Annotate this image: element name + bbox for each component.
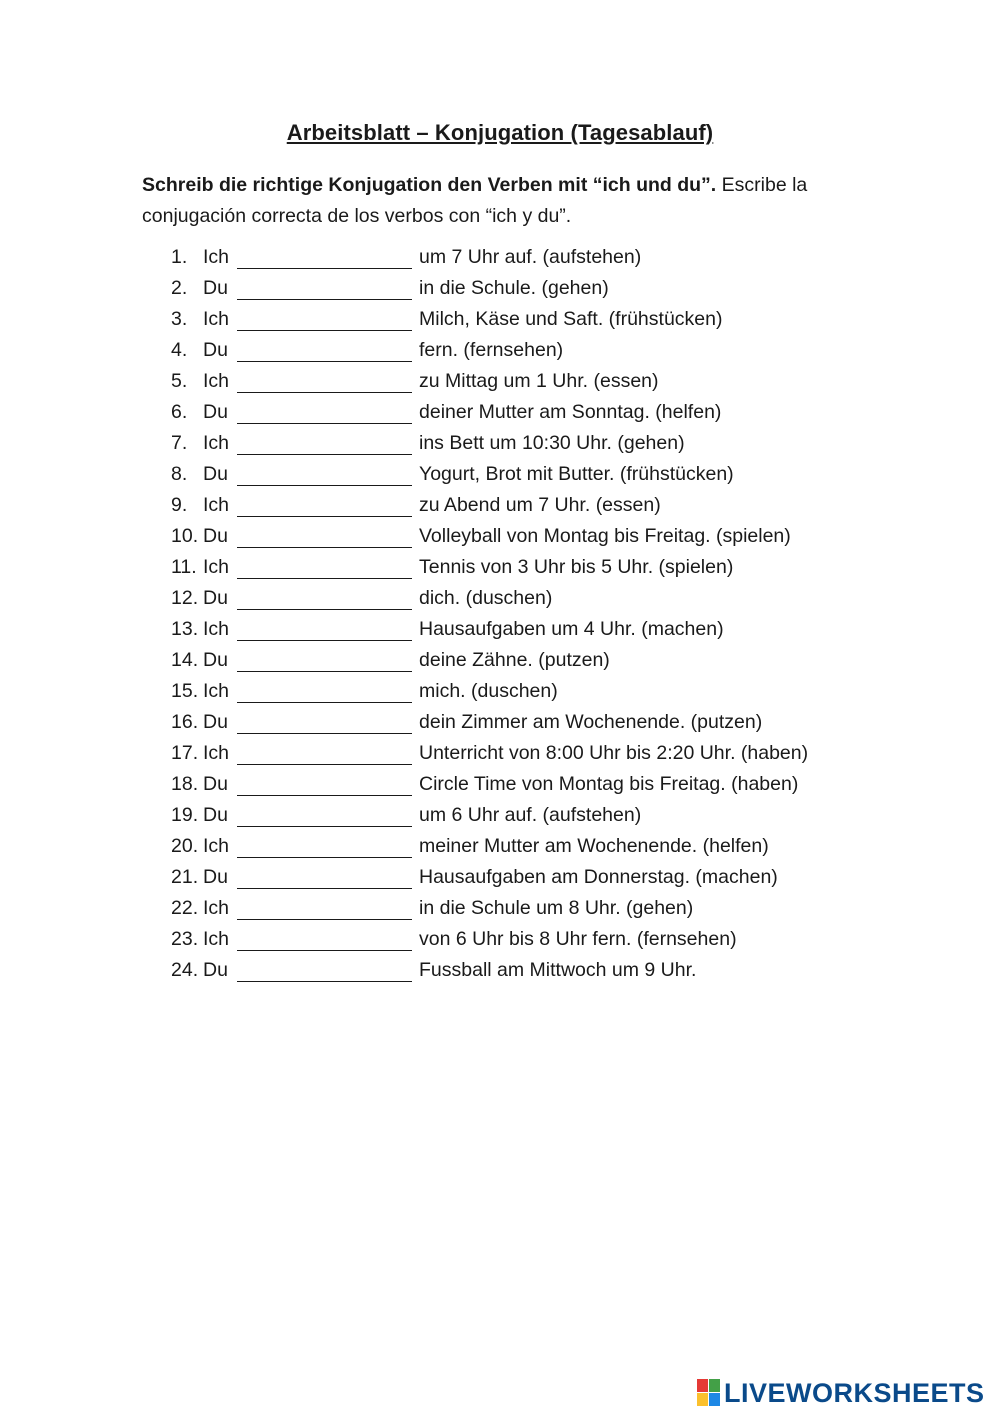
exercise-item: [171, 490, 891, 521]
exercise-item: [171, 335, 891, 366]
exercise-item: [171, 862, 891, 893]
exercise-number: 12.: [171, 587, 199, 609]
exercise-pronoun: Du: [203, 866, 228, 888]
exercise-pronoun: Ich: [203, 618, 230, 640]
exercise-number: 19.: [171, 804, 199, 826]
exercise-text: zu Mittag um 1 Uhr. (essen): [419, 370, 659, 392]
exercise-pronoun: Ich: [203, 835, 230, 857]
exercise-pronoun: Du: [203, 277, 228, 299]
exercise-pronoun: Ich: [203, 928, 230, 950]
instruction-spanish: Escribe la conjugación correcta de los verbos con “ich y du”.: [142, 174, 808, 227]
answer-blank[interactable]: [237, 712, 412, 734]
exercise-pronoun: Ich: [203, 432, 230, 454]
logo-mark-square: [709, 1379, 720, 1392]
exercise-number: 4.: [171, 339, 188, 361]
exercise-pronoun: Du: [203, 649, 228, 671]
answer-blank[interactable]: [237, 805, 412, 827]
answer-blank[interactable]: [237, 247, 412, 269]
instructions: [142, 170, 862, 232]
exercise-text: Yogurt, Brot mit Butter. (frühstücken): [419, 463, 734, 485]
instruction-german: Schreib die richtige Konjugation den Verben mit “ich und du”.: [142, 174, 717, 196]
exercise-number: 24.: [171, 959, 199, 981]
exercise-item: [171, 924, 891, 955]
exercise-pronoun: Ich: [203, 494, 230, 516]
exercise-pronoun: Ich: [203, 680, 230, 702]
exercise-text: meiner Mutter am Wochenende. (helfen): [419, 835, 769, 857]
exercise-item: [171, 304, 891, 335]
exercise-pronoun: Du: [203, 525, 228, 547]
exercise-text: in die Schule. (gehen): [419, 277, 609, 299]
exercise-number: 9.: [171, 494, 188, 516]
exercise-item: [171, 831, 891, 862]
exercise-item: [171, 242, 891, 273]
exercise-item: [171, 676, 891, 707]
exercise-number: 10.: [171, 525, 199, 547]
exercise-pronoun: Ich: [203, 308, 230, 330]
worksheet-title: Arbeitsblatt – Konjugation (Tagesablauf): [286, 120, 714, 145]
answer-blank[interactable]: [237, 650, 412, 672]
exercise-number: 20.: [171, 835, 199, 857]
exercise-text: Fussball am Mittwoch um 9 Uhr.: [419, 959, 697, 981]
exercise-text: Volleyball von Montag bis Freitag. (spielen): [419, 525, 791, 547]
exercise-text: Milch, Käse und Saft. (frühstücken): [419, 308, 723, 330]
answer-blank[interactable]: [237, 526, 412, 548]
logo-text: LIVEWORKSHEETS: [724, 1377, 985, 1408]
exercise-pronoun: Du: [203, 959, 228, 981]
exercise-text: Circle Time von Montag bis Freitag. (haben): [419, 773, 799, 795]
exercise-text: deiner Mutter am Sonntag. (helfen): [419, 401, 722, 423]
exercise-text: ins Bett um 10:30 Uhr. (gehen): [419, 432, 685, 454]
answer-blank[interactable]: [237, 402, 412, 424]
exercise-number: 21.: [171, 866, 199, 888]
exercise-pronoun: Du: [203, 463, 228, 485]
exercise-item: [171, 428, 891, 459]
answer-blank[interactable]: [237, 960, 412, 982]
exercise-pronoun: Du: [203, 711, 228, 733]
exercise-pronoun: Ich: [203, 370, 230, 392]
exercise-pronoun: Du: [203, 587, 228, 609]
answer-blank[interactable]: [237, 278, 412, 300]
exercise-text: mich. (duschen): [419, 680, 558, 702]
exercise-text: um 7 Uhr auf. (aufstehen): [419, 246, 642, 268]
exercise-text: zu Abend um 7 Uhr. (essen): [419, 494, 661, 516]
exercise-text: deine Zähne. (putzen): [419, 649, 610, 671]
logo-mark-square: [697, 1379, 708, 1392]
exercise-number: 22.: [171, 897, 199, 919]
exercise-number: 13.: [171, 618, 199, 640]
exercise-item: [171, 614, 891, 645]
answer-blank[interactable]: [237, 743, 412, 765]
answer-blank[interactable]: [237, 309, 412, 331]
exercise-item: [171, 459, 891, 490]
exercise-item: [171, 893, 891, 924]
exercise-number: 23.: [171, 928, 199, 950]
exercise-text: Unterricht von 8:00 Uhr bis 2:20 Uhr. (haben): [419, 742, 809, 764]
exercise-text: fern. (fernsehen): [419, 339, 564, 361]
exercise-number: 18.: [171, 773, 199, 795]
exercise-number: 6.: [171, 401, 188, 423]
answer-blank[interactable]: [237, 836, 412, 858]
answer-blank[interactable]: [237, 464, 412, 486]
exercise-pronoun: Ich: [203, 556, 230, 578]
exercise-number: 8.: [171, 463, 188, 485]
exercise-number: 3.: [171, 308, 188, 330]
exercise-number: 16.: [171, 711, 199, 733]
logo-mark-square: [709, 1393, 720, 1406]
answer-blank[interactable]: [237, 433, 412, 455]
exercise-number: 1.: [171, 246, 188, 268]
exercise-pronoun: Ich: [203, 897, 230, 919]
exercise-number: 7.: [171, 432, 188, 454]
exercise-text: in die Schule um 8 Uhr. (gehen): [419, 897, 694, 919]
answer-blank[interactable]: [237, 681, 412, 703]
exercise-item: [171, 521, 891, 552]
exercise-text: Hausaufgaben am Donnerstag. (machen): [419, 866, 778, 888]
exercise-item: [171, 583, 891, 614]
exercise-item: [171, 273, 891, 304]
liveworksheets-logo-icon: [697, 1379, 721, 1407]
exercise-item: [171, 366, 891, 397]
exercise-number: 14.: [171, 649, 199, 671]
exercise-number: 11.: [171, 556, 197, 578]
answer-blank[interactable]: [237, 619, 412, 641]
answer-blank[interactable]: [237, 588, 412, 610]
answer-blank[interactable]: [237, 340, 412, 362]
answer-blank[interactable]: [237, 774, 412, 796]
exercise-item: [171, 955, 891, 986]
exercise-pronoun: Ich: [203, 246, 230, 268]
exercise-item: [171, 707, 891, 738]
exercise-text: Tennis von 3 Uhr bis 5 Uhr. (spielen): [419, 556, 734, 578]
exercise-pronoun: Du: [203, 339, 228, 361]
logo-mark-square: [697, 1393, 708, 1406]
exercise-number: 17.: [171, 742, 199, 764]
exercise-text: um 6 Uhr auf. (aufstehen): [419, 804, 642, 826]
liveworksheets-logo: [697, 1378, 985, 1408]
exercise-pronoun: Du: [203, 773, 228, 795]
answer-blank[interactable]: [237, 867, 412, 889]
exercise-pronoun: Ich: [203, 742, 230, 764]
exercise-text: dich. (duschen): [419, 587, 553, 609]
answer-blank[interactable]: [237, 929, 412, 951]
answer-blank[interactable]: [237, 557, 412, 579]
exercise-number: 5.: [171, 370, 188, 392]
exercise-item: [171, 738, 891, 769]
exercise-text: dein Zimmer am Wochenende. (putzen): [419, 711, 763, 733]
exercise-pronoun: Du: [203, 804, 228, 826]
answer-blank[interactable]: [237, 495, 412, 517]
answer-blank[interactable]: [237, 898, 412, 920]
exercise-number: 15.: [171, 680, 199, 702]
exercise-list: [171, 242, 891, 986]
exercise-item: [171, 397, 891, 428]
exercise-text: Hausaufgaben um 4 Uhr. (machen): [419, 618, 724, 640]
exercise-text: von 6 Uhr bis 8 Uhr fern. (fernsehen): [419, 928, 737, 950]
exercise-item: [171, 769, 891, 800]
exercise-item: [171, 645, 891, 676]
exercise-item: [171, 800, 891, 831]
exercise-number: 2.: [171, 277, 188, 299]
exercise-item: [171, 552, 891, 583]
exercise-pronoun: Du: [203, 401, 228, 423]
answer-blank[interactable]: [237, 371, 412, 393]
